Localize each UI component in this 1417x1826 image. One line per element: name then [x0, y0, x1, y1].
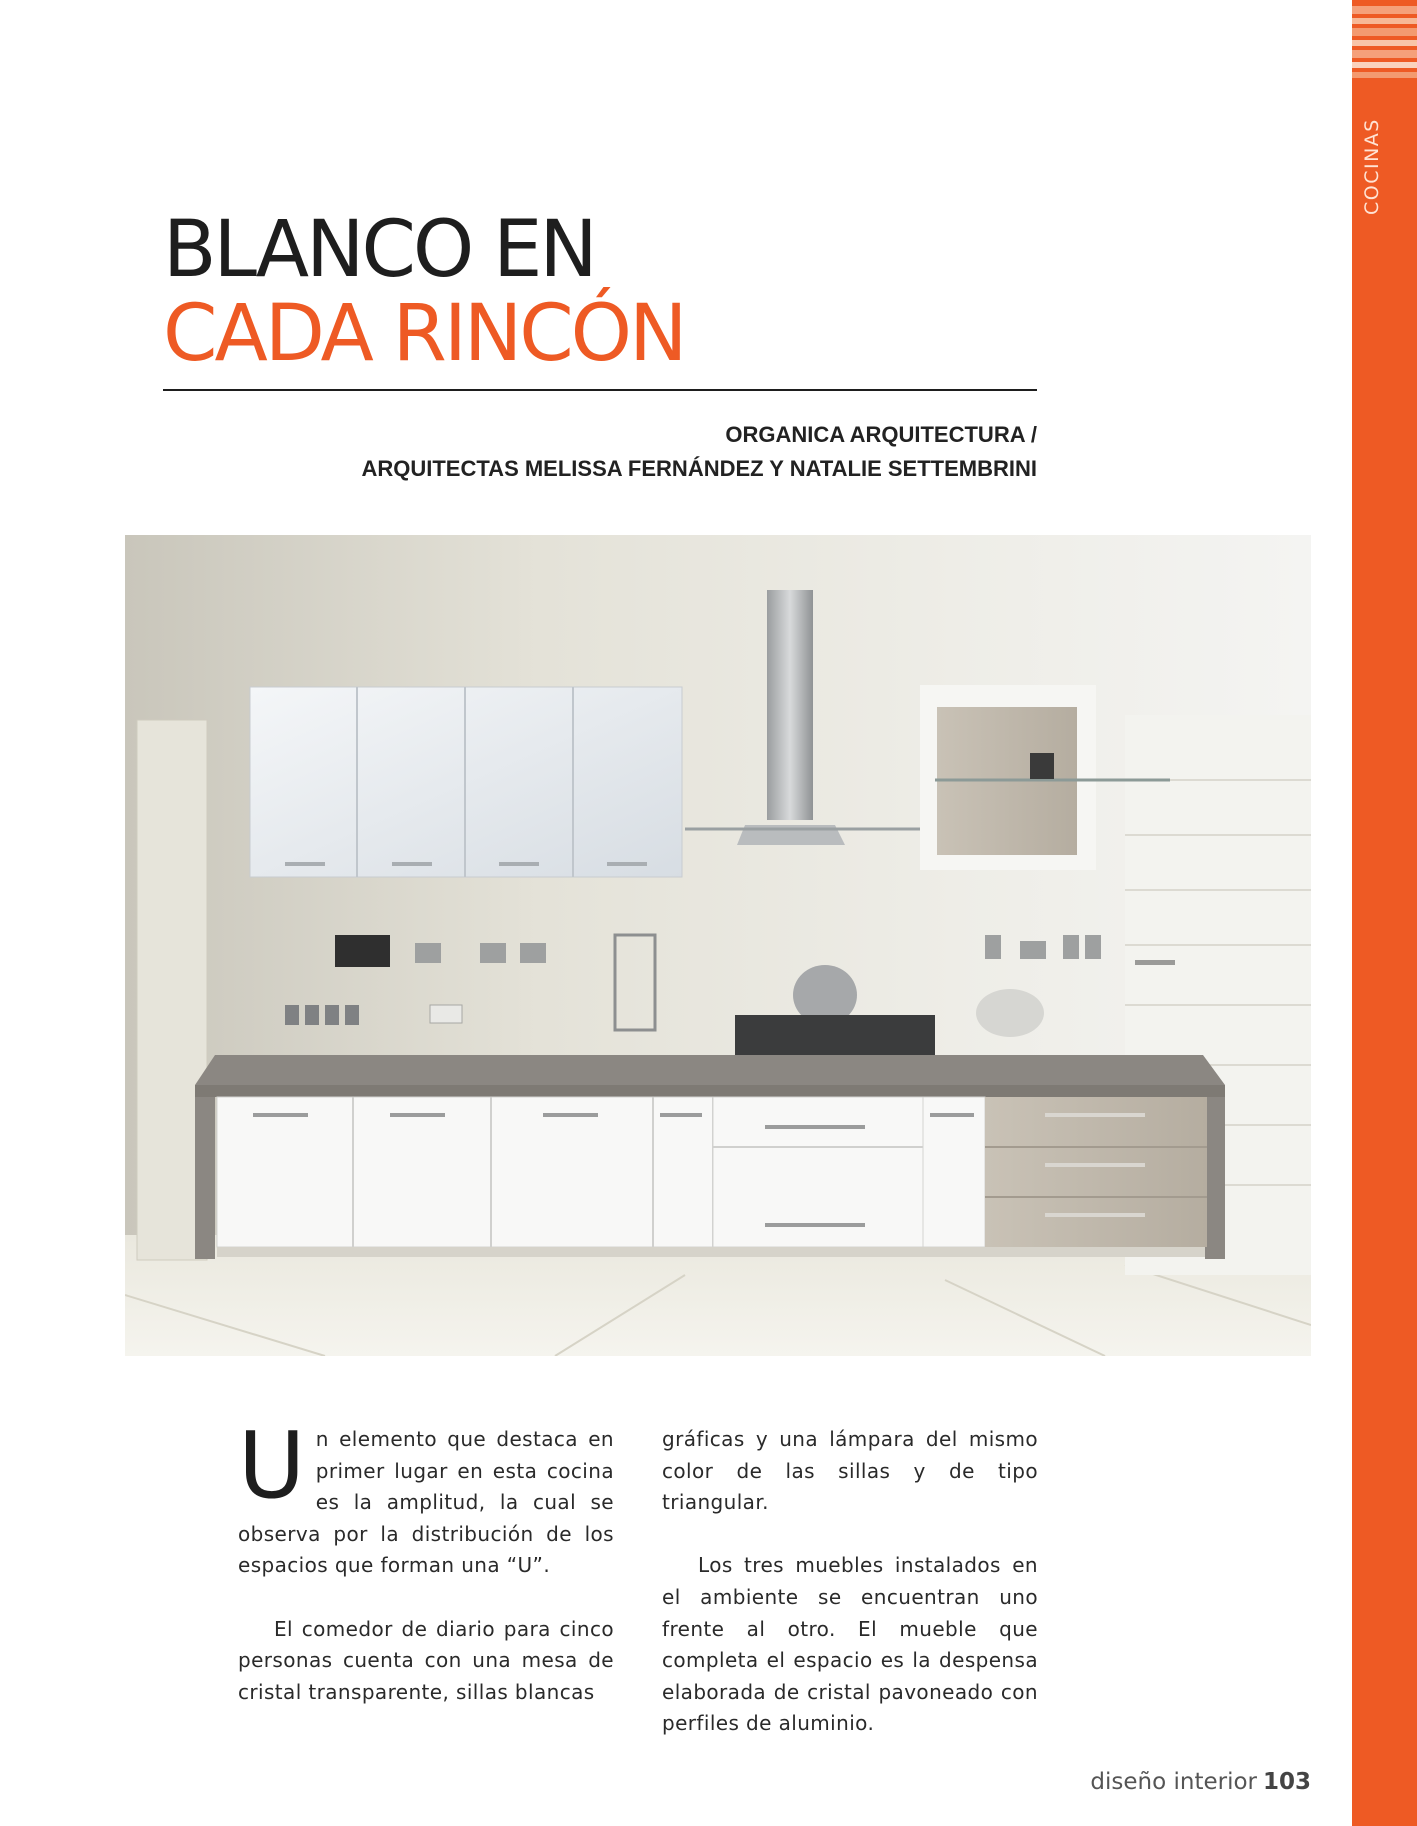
title-line-1: BLANCO EN [163, 205, 595, 295]
section-label: COCINAS [1361, 118, 1383, 215]
paragraph: Los tres muebles instalados en el ambiente se encuentran uno frente al otro. El mueble que completa el espacio es la despensa elaborada de cristal pavoneado con perfiles de aluminio. [662, 1553, 1038, 1736]
credit-line-2: ARQUITECTAS MELISSA FERNÁNDEZ Y NATALIE SETTEMBRINI [361, 456, 1037, 481]
paragraph: gráficas y una lámpara del mismo color de las sillas y de tipo triangular. [662, 1427, 1038, 1515]
drop-cap: U [238, 1412, 306, 1519]
page-number: 103 [1262, 1769, 1311, 1795]
article-title [163, 205, 685, 379]
paragraph: El comedor de diario para cinco personas cuenta con una mesa de cristal transparente, sillas blancas [238, 1616, 614, 1704]
body-column-2 [662, 1424, 1038, 1772]
title-rule [163, 389, 1037, 391]
title-line-2: CADA RINCÓN [163, 289, 685, 379]
credit-line-1: ORGANICA ARQUITECTURA / [725, 422, 1037, 447]
band-stripes [1352, 0, 1417, 90]
magazine-name: diseño interior [1090, 1769, 1257, 1795]
section-band [1352, 0, 1417, 1826]
kitchen-photo [125, 535, 1311, 1356]
paragraph-text: n elemento que destaca en primer lugar en esta cocina es la amplitud, la cual se observa por la distribución de los espacios que forman una “U”. [238, 1427, 614, 1578]
body-column-1 [238, 1412, 614, 1740]
paragraph [238, 1412, 614, 1582]
page-footer [1090, 1769, 1311, 1795]
credits [361, 418, 1037, 486]
